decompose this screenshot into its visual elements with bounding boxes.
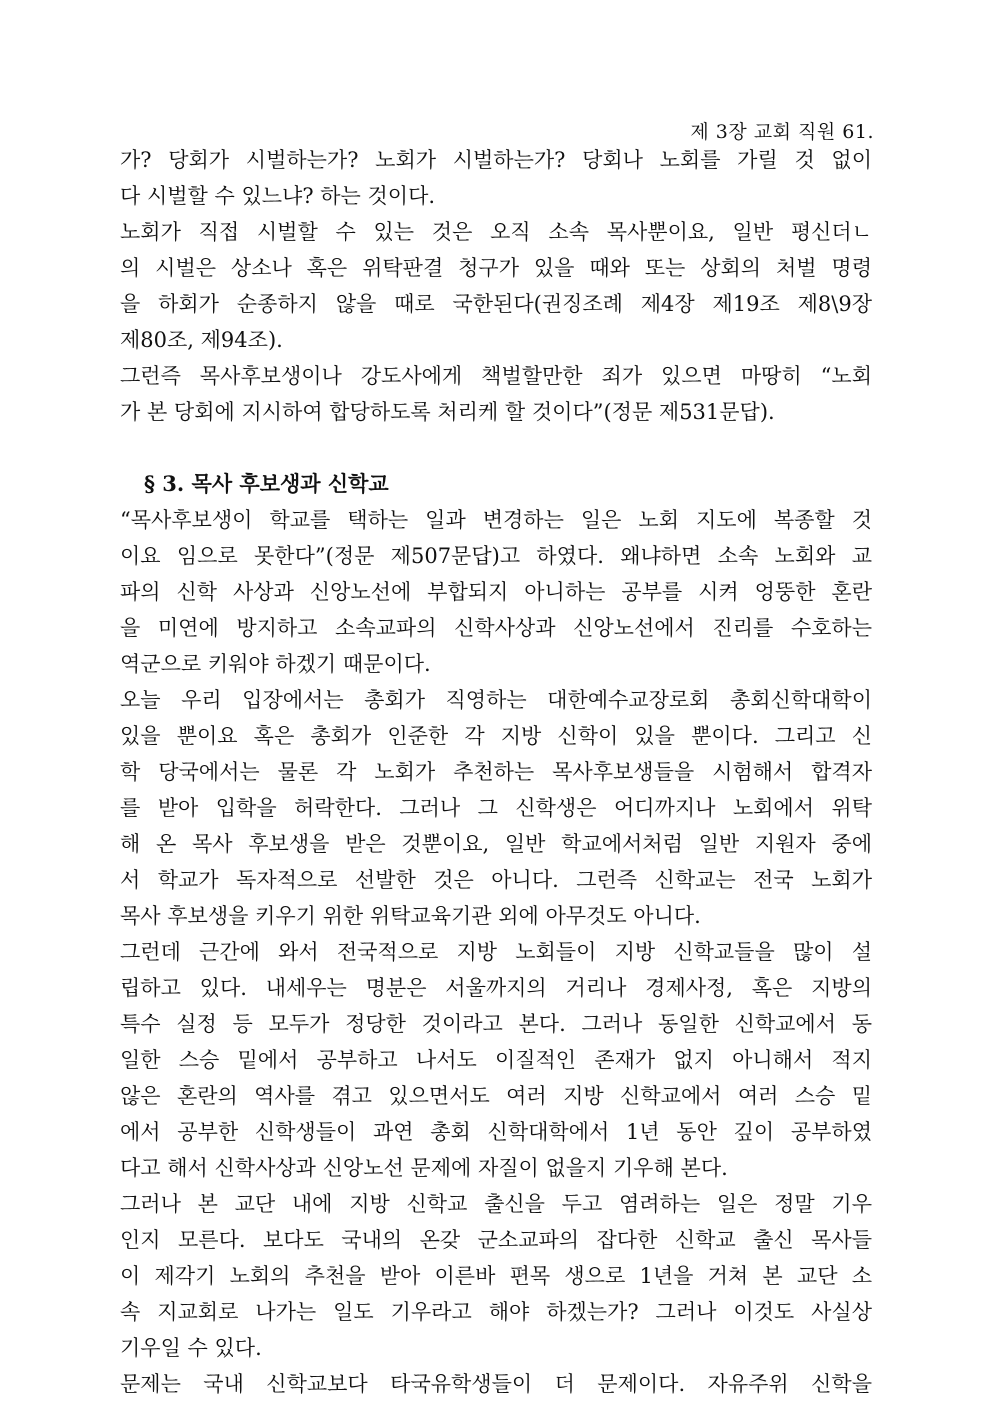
text-line: 서 학교가 독자적으로 선발한 것은 아니다. 그런즉 신학교는 전국 노회가 (120, 868, 872, 892)
text-line: 제80조, 제94조). (120, 328, 283, 352)
text-line: 다 시벌할 수 있느냐? 하는 것이다. (120, 184, 436, 208)
text-line: 에서 공부한 신학생들이 과연 총회 신학대학에서 1년 동안 깊이 공부하였 (120, 1120, 872, 1144)
text-line: 를 받아 입학을 허락한다. 그러나 그 신학생은 어디까지나 노회에서 위탁 (120, 796, 872, 820)
text-line: 이요 임으로 못한다”(정문 제507문답)고 하였다. 왜냐하면 소속 노회와 교 (120, 544, 872, 568)
text-line: 다고 해서 신학사상과 신앙노선 문제에 자질이 없을지 기우해 본다. (120, 1156, 728, 1180)
text-line: 있을 뿐이요 혹은 총회가 인준한 각 지방 신학이 있을 뿐이다. 그리고 신 (120, 724, 872, 748)
text-line: 립하고 있다. 내세우는 명분은 서울까지의 거리나 경제사정, 혹은 지방의 (120, 976, 872, 1000)
text-line: 을 하회가 순종하지 않을 때로 국한된다(권징조례 제4장 제19조 제8\9장 (120, 292, 872, 316)
text-line: 일한 스승 밑에서 공부하고 나서도 이질적인 존재가 없지 아니해서 적지 (120, 1048, 872, 1072)
text-line: 그런즉 목사후보생이나 강도사에게 책벌할만한 죄가 있으면 마땅히 “노회 (120, 364, 872, 388)
text-line: 목사 후보생을 키우기 위한 위탁교육기관 외에 아무것도 아니다. (120, 904, 701, 928)
text-line: 오늘 우리 입장에서는 총회가 직영하는 대한예수교장로회 총회신학대학이 (120, 688, 872, 712)
text-line: 인지 모른다. 보다도 국내의 온갖 군소교파의 잡다한 신학교 출신 목사들 (120, 1228, 872, 1252)
running-header: 제 3장 교회 직원 61. (690, 121, 874, 143)
text-line: 기우일 수 있다. (120, 1336, 262, 1360)
text-line: 학 당국에서는 물론 각 노회가 추천하는 목사후보생들을 시험해서 합격자 (120, 760, 872, 784)
text-line: 파의 신학 사상과 신앙노선에 부합되지 아니하는 공부를 시켜 엉뚱한 혼란 (120, 580, 872, 604)
paragraph-spacer (120, 430, 872, 466)
section-heading: § 3. 목사 후보생과 신학교 (144, 471, 389, 496)
text-line: 그런데 근간에 와서 전국적으로 지방 노회들이 지방 신학교들을 많이 설 (120, 940, 872, 964)
text-line: 속 지교회로 나가는 일도 기우라고 해야 하겠는가? 그러나 이것도 사실상 (120, 1300, 872, 1324)
text-line: 이 제각기 노회의 추천을 받아 이른바 편목 생으로 1년을 거쳐 본 교단 소 (120, 1264, 872, 1288)
document-body (120, 142, 872, 1402)
text-line: “목사후보생이 학교를 택하는 일과 변경하는 일은 노회 지도에 복종할 것 (120, 508, 872, 532)
text-line: 노회가 직접 시벌할 수 있는 것은 오직 소속 목사뿐이요, 일반 평신더ㄴ (120, 220, 872, 244)
text-line: 가 본 당회에 지시하여 합당하도록 처리케 할 것이다”(정문 제531문답). (120, 400, 775, 424)
text-line: 가? 당회가 시벌하는가? 노회가 시벌하는가? 당회나 노회를 가릴 것 없이 (120, 148, 872, 172)
text-line: 않은 혼란의 역사를 겪고 있으면서도 여러 지방 신학교에서 여러 스승 밑 (120, 1084, 872, 1108)
text-line: 그러나 본 교단 내에 지방 신학교 출신을 두고 염려하는 일은 정말 기우 (120, 1192, 872, 1216)
text-line: 을 미연에 방지하고 소속교파의 신학사상과 신앙노선에서 진리를 수호하는 (120, 616, 872, 640)
text-line: 역군으로 키워야 하겠기 때문이다. (120, 652, 431, 676)
text-line: 의 시벌은 상소나 혹은 위탁판결 청구가 있을 때와 또는 상회의 처벌 명령 (120, 256, 872, 280)
text-line: 문제는 국내 신학교보다 타국유학생들이 더 문제이다. 자유주위 신학을 (120, 1372, 872, 1396)
text-line: 특수 실정 등 모두가 정당한 것이라고 본다. 그러나 동일한 신학교에서 동 (120, 1012, 872, 1036)
text-line: 해 온 목사 후보생을 받은 것뿐이요, 일반 학교에서처럼 일반 지원자 중에 (120, 832, 872, 856)
